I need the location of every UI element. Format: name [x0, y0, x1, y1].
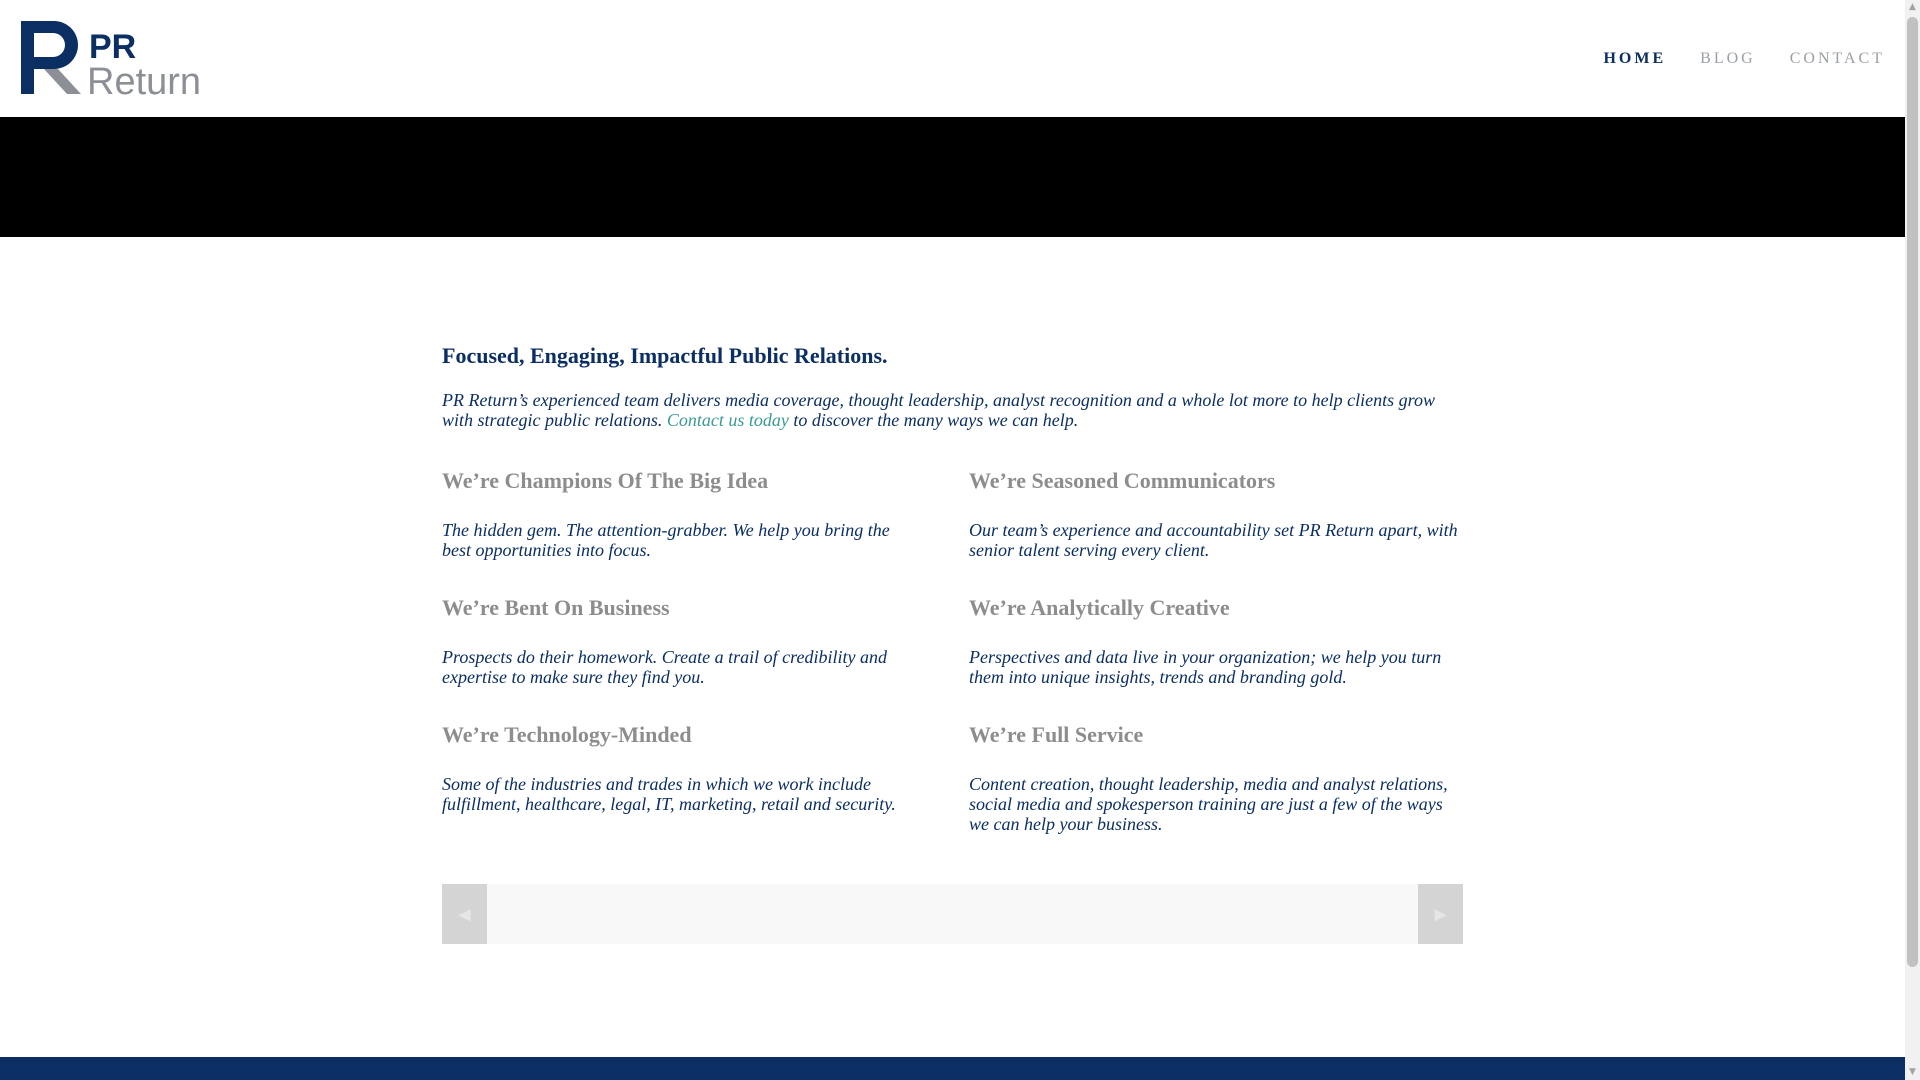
arrow-left-icon: ◀: [458, 904, 471, 924]
feature-analytical: [969, 595, 1463, 722]
intro-paragraph: [442, 390, 1463, 430]
features-grid: [442, 468, 1463, 862]
main-nav: [1569, 0, 1905, 117]
feature-title: We’re Technology-Minded: [442, 722, 692, 747]
svg-text:PR: PR: [89, 28, 137, 66]
arrow-right-icon: ▶: [1434, 904, 1447, 924]
nav-home[interactable]: HOME: [1603, 49, 1667, 67]
intro-text-end: to discover the many ways we can help.: [788, 410, 1079, 430]
feature-technology: [442, 722, 917, 862]
feature-text: Our team’s experience and accountability set PR Return apart, with senior talent serving every client.: [969, 520, 1458, 560]
nav-contact[interactable]: CONTACT: [1789, 49, 1885, 67]
contact-us-link[interactable]: Contact us today: [666, 410, 789, 430]
scrollbar-thumb[interactable]: [1907, 17, 1918, 967]
feature-title: We’re Full Service: [969, 722, 1144, 747]
feature-full-service: [969, 722, 1463, 862]
feature-title: We’re Bent On Business: [442, 595, 670, 620]
testimonial-slider: [442, 884, 1463, 944]
feature-text: Content creation, thought leadership, media and analyst relations, social media and spokesperson training are just a few of the ways we can help your business.: [969, 774, 1448, 834]
slider-prev-button[interactable]: [442, 884, 487, 944]
feature-big-idea: [442, 468, 917, 595]
intro-text: PR Return’s experienced team delivers media coverage, thought leadership, analyst recognition and a whole lot more to help clients grow with strategic public relations.: [442, 390, 1435, 430]
feature-title: We’re Seasoned Communicators: [969, 468, 1276, 493]
svg-text:Return: Return: [87, 61, 202, 97]
nav-blog[interactable]: BLOG: [1700, 49, 1756, 67]
feature-business: [442, 595, 917, 722]
main-content: [442, 336, 1463, 862]
slider-next-button[interactable]: [1418, 884, 1463, 944]
site-logo[interactable]: [21, 21, 211, 97]
site-header: [0, 0, 1905, 117]
feature-title: We’re Champions Of The Big Idea: [442, 468, 769, 493]
feature-text: The hidden gem. The attention-grabber. We help you bring the best opportunities into focus.: [442, 520, 890, 560]
page-headline: Focused, Engaging, Impactful Public Relations.: [442, 343, 888, 368]
page-scrollbar[interactable]: [1905, 0, 1920, 1080]
site-footer: [0, 1057, 1905, 1080]
scroll-up-icon[interactable]: ▲: [1909, 2, 1916, 12]
scroll-down-icon[interactable]: ▼: [1909, 1067, 1916, 1077]
feature-text: Prospects do their homework. Create a trail of credibility and expertise to make sure they find you.: [442, 647, 887, 687]
pr-return-logo-mark: [21, 21, 211, 97]
feature-text: Perspectives and data live in your organization; we help you turn them into unique insights, trends and branding gold.: [969, 647, 1442, 687]
hero-band: [0, 117, 1905, 237]
feature-text: Some of the industries and trades in which we work include fulfillment, healthcare, legal, IT, marketing, retail and security.: [442, 774, 896, 814]
feature-title: We’re Analytically Creative: [969, 595, 1230, 620]
feature-communicators: [969, 468, 1463, 595]
